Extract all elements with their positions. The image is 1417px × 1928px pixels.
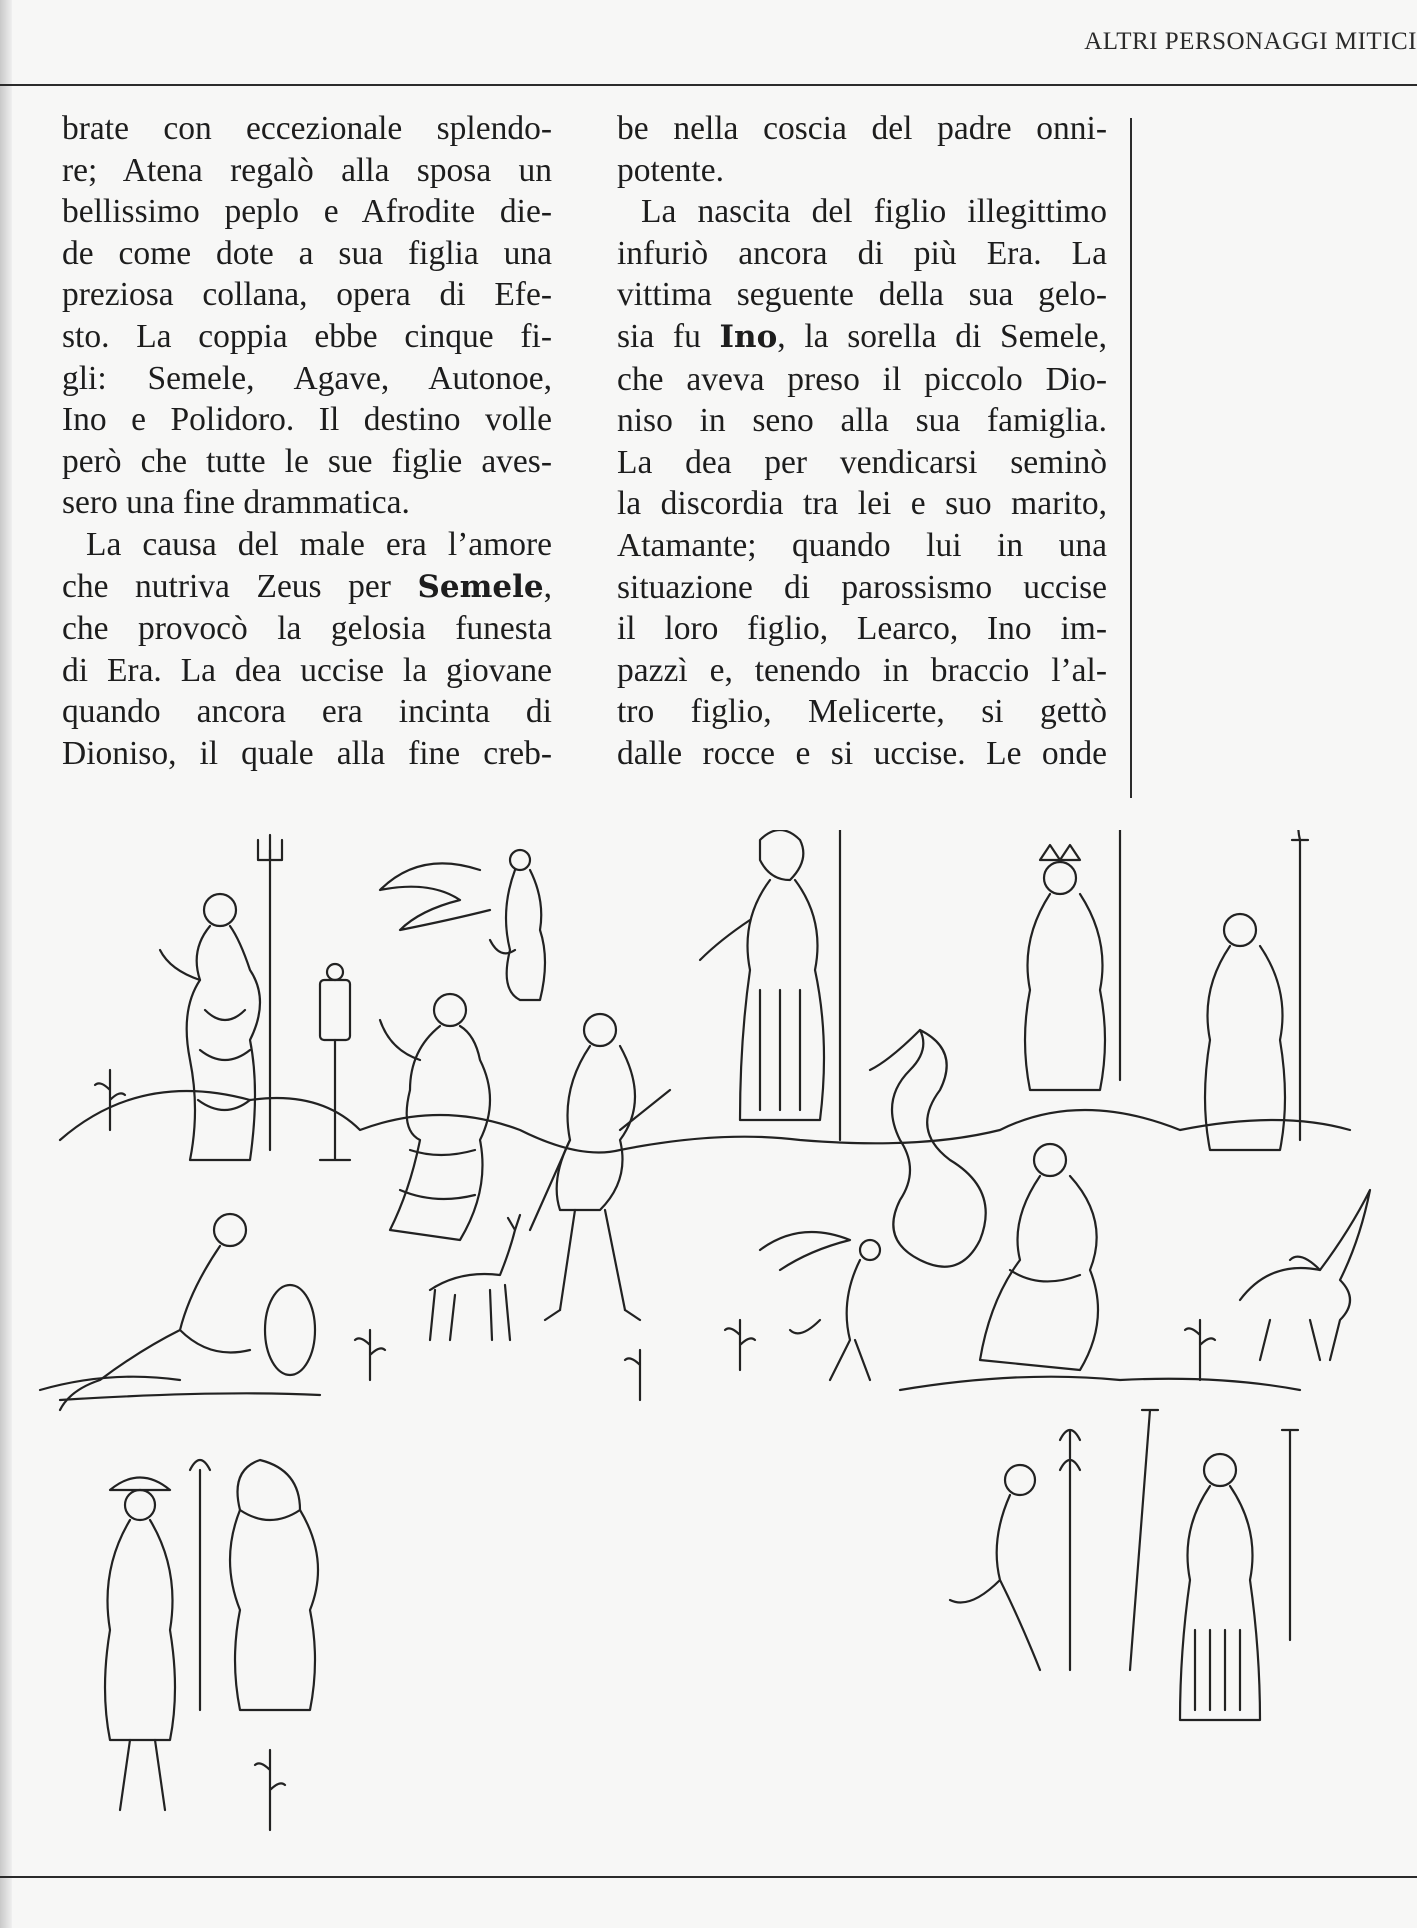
running-head: ALTRI PERSONAGGI MITICI [1084, 28, 1417, 55]
paragraph-right-1 [617, 108, 1107, 191]
figure-winged-nike [380, 850, 545, 1000]
deer [430, 1215, 520, 1340]
figure-seated-youth-branch [950, 1430, 1080, 1670]
text-run: , la sorella di Semele, [777, 317, 1107, 355]
text-line: be nella coscia del padre onni- [617, 110, 1107, 147]
figure-reclining-youth [60, 1214, 315, 1410]
figure-seated-right [980, 1144, 1098, 1370]
text-line: bellissimo peplo e Afrodite die- [62, 193, 552, 231]
figure-eros [760, 1232, 880, 1380]
text-line: pazzì e, tenendo in braccio l’al- [617, 651, 1107, 689]
figure-woman-torches [1130, 1410, 1298, 1720]
text-line: potente. [617, 151, 724, 189]
text-line: Atamante; quando lui in una [617, 526, 1107, 564]
text-line: niso in seno alla sua famiglia. [617, 402, 1107, 440]
plant-sprigs [95, 1070, 1215, 1830]
text-line: brate con eccezionale splendo- [62, 110, 552, 147]
text-run: sia fu [617, 317, 720, 355]
term-semele: Semele [417, 568, 544, 605]
text-line: tro figlio, Melicerte, si gettò [617, 693, 1107, 731]
text-column-right [617, 108, 1107, 775]
text-line: La nascita del figlio illegittimo [641, 193, 1107, 231]
text-run: , [543, 567, 552, 605]
paragraph-left-1 [62, 108, 552, 524]
text-line [62, 566, 552, 609]
text-line: che aveva preso il piccolo Dio- [617, 360, 1107, 398]
figure-torch-bearer [1205, 830, 1308, 1150]
text-line: di Era. La dea uccise la giovane [62, 651, 552, 689]
text-line: vittima seguente della sua gelo- [617, 276, 1107, 314]
paragraph-right-2 [617, 191, 1107, 774]
serpent [870, 1030, 986, 1267]
ground-line-lower [40, 1377, 1300, 1400]
figure-veiled-woman [230, 1460, 318, 1710]
text-line: sero una fine drammatica. [62, 484, 410, 522]
text-line: però che tutte le sue figlie aves- [62, 442, 552, 480]
page-gutter-shadow [0, 0, 12, 1928]
text-column-left [62, 108, 552, 775]
text-line: infuriò ancora di più Era. La [617, 234, 1107, 272]
greek-vase-figures-illustration [20, 830, 1410, 1870]
text-line: quando ancora era incinta di [62, 693, 552, 731]
text-line: sto. La coppia ebbe cinque fi- [62, 317, 552, 355]
text-line: situazione di parossismo uccise [617, 568, 1107, 606]
footer-rule [0, 1876, 1417, 1878]
griffin [1240, 1190, 1370, 1360]
figure-hermes [105, 1460, 210, 1810]
text-line: re; Atena regalò alla sposa un [62, 151, 552, 189]
text-run: che nutriva Zeus per [62, 567, 418, 605]
term-ino: Ino [719, 318, 778, 355]
figure-queen [1025, 830, 1128, 1090]
text-line: de come dote a sua figlia una [62, 234, 552, 272]
text-line: il loro figlio, Learco, Ino im- [617, 610, 1107, 648]
paragraph-left-2 [62, 524, 552, 775]
text-line: dalle rocce e si uccise. Le onde [617, 734, 1107, 772]
text-line: Ino e Polidoro. Il destino volle [62, 401, 552, 439]
text-line: la discordia tra lei e suo marito, [617, 485, 1107, 523]
text-line: gli: Semele, Agave, Autonoe, [62, 359, 552, 397]
figure-warrior [530, 1014, 670, 1320]
figure-zeus [160, 835, 282, 1160]
figure-athena [700, 830, 840, 1140]
text-line: Dioniso, il quale alla fine creb- [62, 734, 552, 772]
text-line: La dea per vendicarsi seminò [617, 443, 1107, 481]
header-rule [0, 84, 1417, 86]
text-line: preziosa collana, opera di Efe- [62, 276, 552, 314]
altar-left [320, 964, 350, 1160]
text-line: che provocò la gelosia funesta [62, 610, 552, 648]
column-rule [1130, 118, 1132, 798]
text-line [617, 316, 1107, 359]
text-line: La causa del male era l’amore [86, 525, 552, 563]
